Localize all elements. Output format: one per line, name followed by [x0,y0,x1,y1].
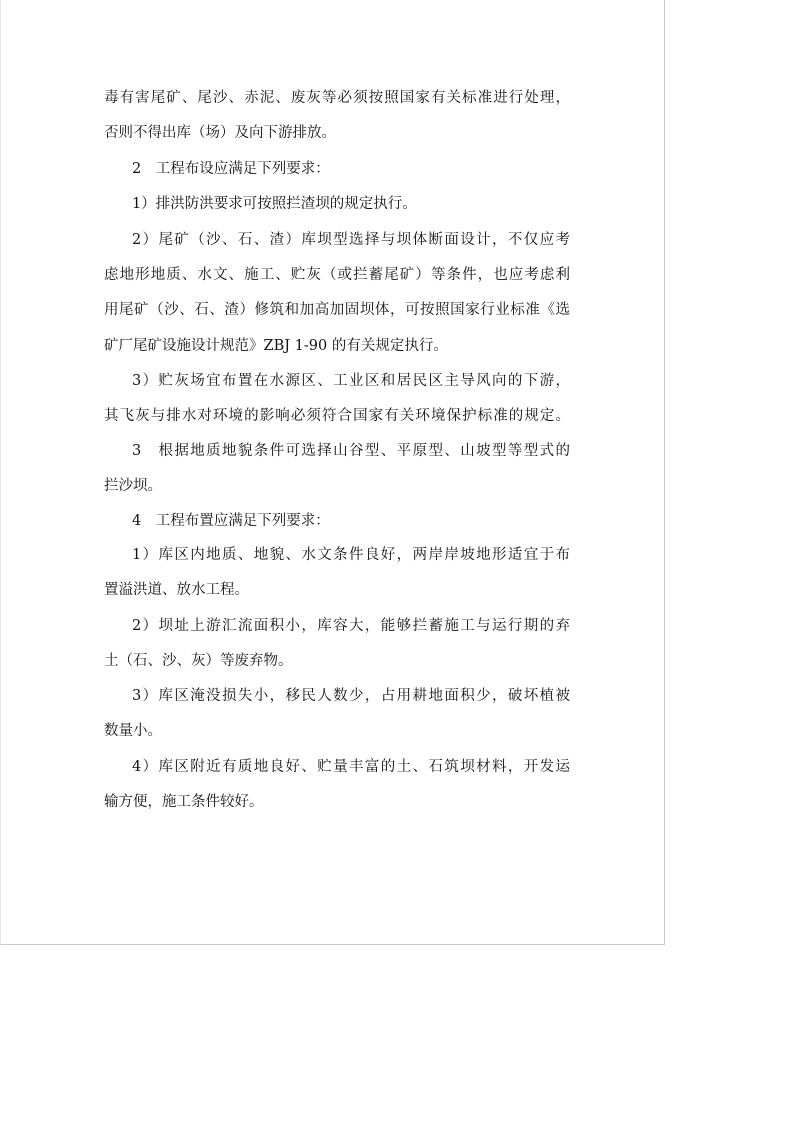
text-line: 用尾矿（沙、石、渣）修筑和加高加固坝体，可按照国家行业标准《选 [104,302,570,318]
clause-heading: 3 根据地质地貌条件可选择山谷型、平原型、山坡型等型式的 [132,443,570,459]
text-line: 2）尾矿（沙、石、渣）库坝型选择与坝体断面设计，不仅应考 [132,232,570,248]
clause-heading: 4 工程布置应满足下列要求： [132,513,330,529]
text-line: 土（石、沙、灰）等废弃物。 [104,653,293,669]
text-line: 置溢洪道、放水工程。 [104,582,249,598]
text-line: 1）排洪防洪要求可按照拦渣坝的规定执行。 [132,196,417,212]
text-line: 输方便，施工条件较好。 [104,794,264,810]
text-line: 数量小。 [104,723,162,739]
text-line: 2）坝址上游汇流面积小，库容大，能够拦蓄施工与运行期的弃 [132,618,570,634]
text-line: 拦沙坝。 [104,478,162,494]
text-line: 1）库区内地质、地貌、水文条件良好，两岸岸坡地形适宜于布 [132,547,570,563]
text-line: 矿厂尾矿设施设计规范》ZBJ 1-90 的有关规定执行。 [104,338,448,354]
text-line: 4）库区附近有质地良好、贮量丰富的土、石筑坝材料，开发运 [132,759,570,775]
text-line: 3）库区淹没损失小，移民人数少，占用耕地面积少，破坏植被 [132,688,570,704]
text-line: 其飞灰与排水对环境的影响必须符合国家有关环境保护标准的规定。 [104,408,570,424]
text-line: 3）贮灰场宜布置在水源区、工业区和居民区主导风向的下游， [132,373,570,389]
clause-heading: 2 工程布设应满足下列要求： [132,161,330,177]
text-line: 否则不得出库（场）及向下游排放。 [104,125,336,141]
text-line: 虑地形地质、水文、施工、贮灰（或拦蓄尾矿）等条件，也应考虑利 [104,267,570,283]
text-line: 毒有害尾矿、尾沙、赤泥、废灰等必须按照国家有关标准进行处理， [104,90,570,106]
